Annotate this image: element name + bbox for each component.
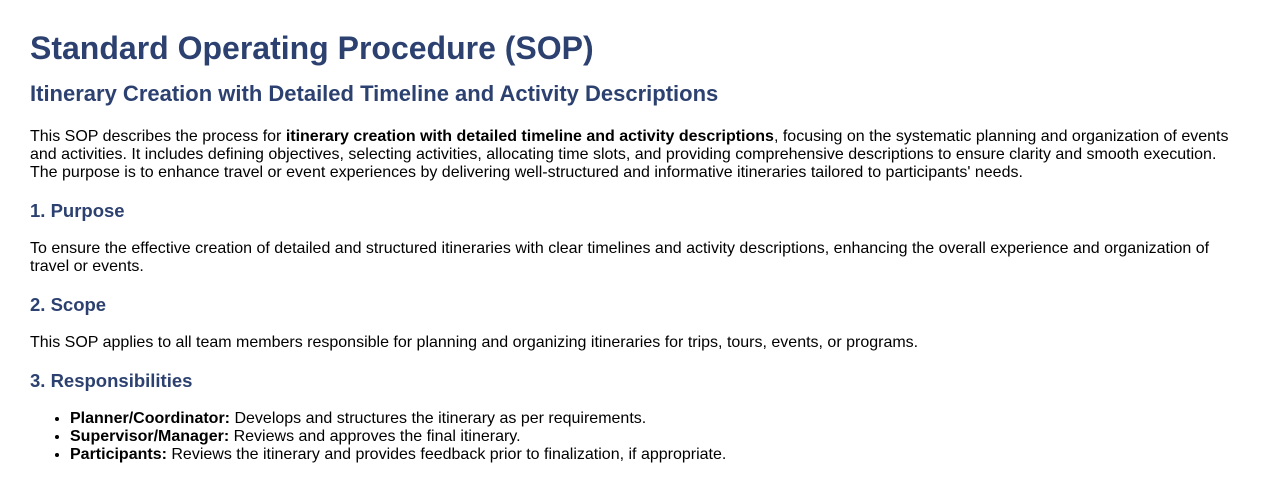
- role-label: Planner/Coordinator:: [70, 410, 231, 427]
- page-title: Standard Operating Procedure (SOP): [30, 30, 594, 66]
- section-text-scope: This SOP applies to all team members responsible for planning and organizing itineraries for trips, tours, events, or programs.: [30, 334, 919, 351]
- role-description: Reviews the itinerary and provides feedback prior to finalization, if appropriate.: [166, 446, 727, 463]
- list-item: [70, 428, 1233, 446]
- role-label: Participants:: [70, 446, 167, 463]
- list-item: [70, 410, 1233, 428]
- section-heading-purpose: 1. Purpose: [30, 200, 125, 221]
- role-description: Reviews and approves the final itinerary.: [229, 428, 521, 445]
- intro-text-bold: itinerary creation with detailed timeline and activity descriptions: [285, 128, 774, 145]
- role-label: Supervisor/Manager:: [70, 428, 230, 445]
- responsibilities-list: [30, 410, 1233, 464]
- role-description: Develops and structures the itinerary as per requirements.: [230, 410, 647, 427]
- page-subtitle: Itinerary Creation with Detailed Timeline and Activity Descriptions: [30, 81, 719, 106]
- section-text-purpose: To ensure the effective creation of detailed and structured itineraries with clear timelines and activity descriptions, enhancing the overall experience and organization of travel or events.: [30, 240, 1210, 275]
- intro-text-end: , focusing on the systematic planning and organization of events and activities. It includes defining objectives, selecting activities, allocating time slots, and providing comprehensive descriptions to ensure clarity and smooth execution. The purpose is to enhance travel or event experiences by delivering well-structured and informative itineraries tailored to participants' needs.: [30, 128, 1229, 181]
- intro-text-start: This SOP describes the process for: [30, 128, 286, 145]
- intro-paragraph: [30, 128, 1233, 182]
- section-heading-scope: 2. Scope: [30, 294, 107, 315]
- list-item: [70, 446, 1233, 464]
- section-heading-responsibilities: 3. Responsibilities: [30, 370, 193, 391]
